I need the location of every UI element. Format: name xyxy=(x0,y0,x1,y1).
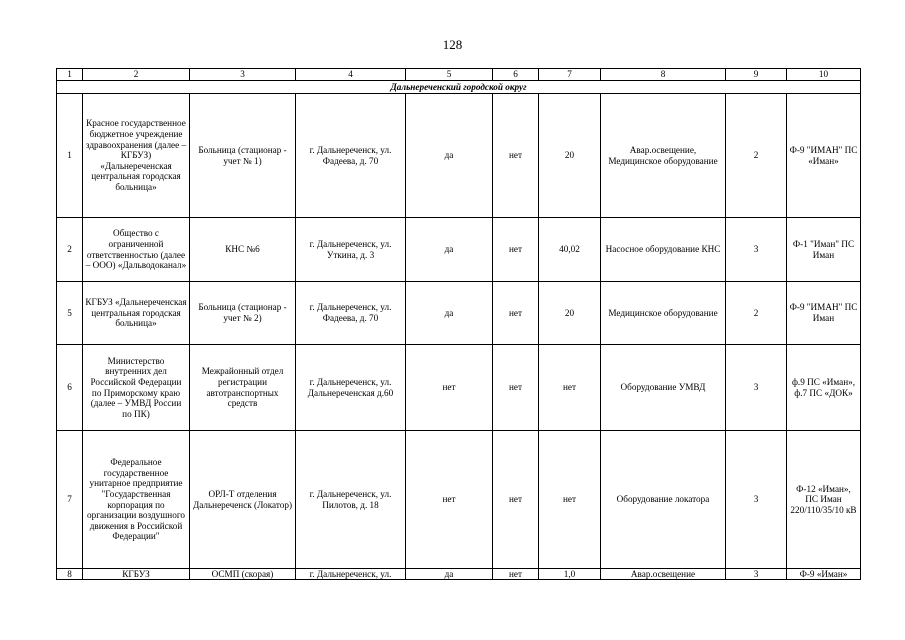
feeder-cell: Ф-1 "Иман" ПС Иман xyxy=(787,218,861,282)
column-number: 2 xyxy=(83,69,190,81)
category-cell: 2 xyxy=(726,282,787,345)
table-cell: да xyxy=(406,218,493,282)
table-row xyxy=(57,345,861,431)
address-cell: г. Дальнереченск, ул. Дальнереченская д.60 xyxy=(296,345,406,431)
table-row xyxy=(57,282,861,345)
equipment-cell: Медицинское оборудование xyxy=(601,282,726,345)
table-cell: да xyxy=(406,282,493,345)
address-cell: г. Дальнереченск, ул. Уткина, д. 3 xyxy=(296,218,406,282)
page-number: 128 xyxy=(442,37,463,52)
power-cell: 20 xyxy=(539,94,601,218)
row-number-cell: 2 xyxy=(57,218,83,282)
power-cell: 1,0 xyxy=(539,569,601,580)
equipment-cell: Оборудование локатора xyxy=(601,431,726,569)
object-cell: Больница (стационар - учет № 1) xyxy=(190,94,296,218)
equipment-cell: Оборудование УМВД xyxy=(601,345,726,431)
address-cell: г. Дальнереченск, ул. xyxy=(296,569,406,580)
column-number: 10 xyxy=(787,69,861,81)
equipment-cell: Насосное оборудование КНС xyxy=(601,218,726,282)
column-number: 1 xyxy=(57,69,83,81)
organization-cell: Общество с ограниченной ответственностью (далее – ООО) «Дальводоканал» xyxy=(83,218,190,282)
power-cell: нет xyxy=(539,431,601,569)
row-number-cell: 1 xyxy=(57,94,83,218)
table-row xyxy=(57,431,861,569)
column-number: 4 xyxy=(296,69,406,81)
organization-cell: Красное государственное бюджетное учреждение здравоохранения (далее – КГБУЗ) «Дальнереченская центральная городская больница» xyxy=(83,94,190,218)
column-number: 5 xyxy=(406,69,493,81)
feeder-cell: Ф-9 "ИМАН" ПС Иман xyxy=(787,282,861,345)
table-cell: нет xyxy=(493,94,539,218)
row-number-cell: 7 xyxy=(57,431,83,569)
feeder-cell: Ф-9 «Иман» xyxy=(787,569,861,580)
organization-cell: КГБУЗ xyxy=(83,569,190,580)
category-cell: 3 xyxy=(726,218,787,282)
category-cell: 3 xyxy=(726,431,787,569)
organization-cell: Министерство внутренних дел Российской Федерации по Приморскому краю (далее – УМВД России по ПК) xyxy=(83,345,190,431)
power-cell: нет xyxy=(539,345,601,431)
table-body xyxy=(57,69,861,580)
organization-cell: Федеральное государственное унитарное предприятие "Государственная корпорация по организации воздушного движения в Российской Федерации" xyxy=(83,431,190,569)
equipment-cell: Авар.освещение xyxy=(601,569,726,580)
table-row xyxy=(57,94,861,218)
row-number-cell: 6 xyxy=(57,345,83,431)
row-number-cell: 8 xyxy=(57,569,83,580)
object-cell: ОРЛ-Т отделения Дальнереченск (Локатор) xyxy=(190,431,296,569)
column-number: 6 xyxy=(493,69,539,81)
feeder-cell: Ф-9 "ИМАН" ПС «Иман» xyxy=(787,94,861,218)
document-table xyxy=(56,68,861,580)
table-row xyxy=(57,569,861,580)
equipment-cell: Авар.освещение, Медицинское оборудование xyxy=(601,94,726,218)
object-cell: КНС №6 xyxy=(190,218,296,282)
address-cell: г. Дальнереченск, ул. Фадеева, д. 70 xyxy=(296,282,406,345)
section-row xyxy=(57,81,861,94)
category-cell: 2 xyxy=(726,94,787,218)
table-cell: нет xyxy=(493,282,539,345)
table-cell: нет xyxy=(493,431,539,569)
row-number-cell: 5 xyxy=(57,282,83,345)
table-cell: нет xyxy=(493,569,539,580)
address-cell: г. Дальнереченск, ул. Фадеева, д. 70 xyxy=(296,94,406,218)
column-number: 3 xyxy=(190,69,296,81)
table-cell: нет xyxy=(406,345,493,431)
table-cell: нет xyxy=(493,345,539,431)
feeder-cell: Ф-12 «Иман», ПС Иман 220/110/35/10 кВ xyxy=(787,431,861,569)
address-cell: г. Дальнереченск, ул. Пилотов, д. 18 xyxy=(296,431,406,569)
column-number-row xyxy=(57,69,861,81)
table-cell: нет xyxy=(493,218,539,282)
column-number: 9 xyxy=(726,69,787,81)
object-cell: Больница (стационар - учет № 2) xyxy=(190,282,296,345)
feeder-cell: ф.9 ПС «Иман», ф.7 ПС «ДОК» xyxy=(787,345,861,431)
column-number: 8 xyxy=(601,69,726,81)
object-cell: Межрайонный отдел регистрации автотранспортных средств xyxy=(190,345,296,431)
table-row xyxy=(57,218,861,282)
table-cell: да xyxy=(406,569,493,580)
table-cell: да xyxy=(406,94,493,218)
section-title: Дальнереченский городской округ xyxy=(57,81,861,94)
object-cell: ОСМП (скорая) xyxy=(190,569,296,580)
power-cell: 20 xyxy=(539,282,601,345)
organization-cell: КГБУЗ «Дальнереченская центральная городская больница» xyxy=(83,282,190,345)
category-cell: 3 xyxy=(726,569,787,580)
table-cell: нет xyxy=(406,431,493,569)
power-cell: 40,02 xyxy=(539,218,601,282)
column-number: 7 xyxy=(539,69,601,81)
category-cell: 3 xyxy=(726,345,787,431)
